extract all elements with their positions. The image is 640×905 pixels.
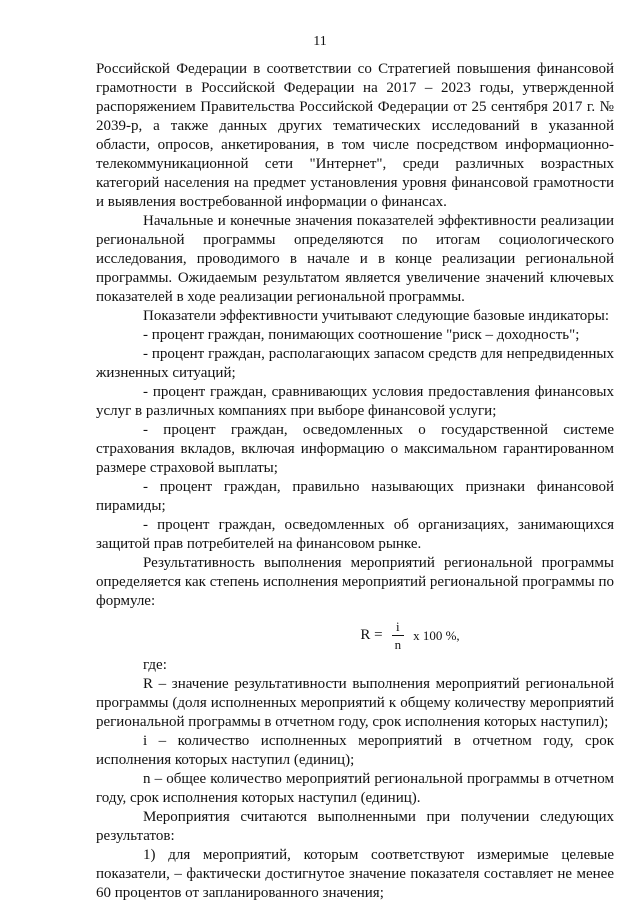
paragraph: Российской Федерации в соответствии со Стратегией повышения финансовой грамотности в Российской Федерации на 2017 – 2023 годы, утвержденной распоряжением Правительства Российской Федерации от 25 сентября 2017 г. № 2039-р, а также данных других тематических исследований в указанной области, опросов, анкетирования, в том числе посредством информационно-телекоммуникационной сети "Интернет", среди различных возрастных категорий населения на предмет установления уровня финансовой грамотности и выявления востребованной информации о финансах. (96, 61, 614, 210)
paragraph: Начальные и конечные значения показателей эффективности реализации региональной программы определяются по итогам социологического исследования, проводимого в начале и в конце реализации региональной программы. Ожидаемым результатом является увеличение значений ключевых показателей в ходе реализации региональной программы. (96, 213, 614, 305)
list-item: - процент граждан, правильно называющих признаки финансовой пирамиды; (96, 479, 614, 514)
paragraph: где: (143, 657, 167, 673)
paragraph: Мероприятия считаются выполненными при получении следующих результатов: (96, 809, 614, 844)
formula-lhs: R = (360, 627, 383, 643)
paragraph: Показатели эффективности учитывают следующие базовые индикаторы: (143, 308, 610, 324)
formula (206, 619, 614, 652)
formula-fraction (391, 619, 406, 652)
document-body (96, 60, 614, 903)
page-number: 11 (313, 34, 327, 49)
formula-multiplier: x 100 %, (413, 628, 460, 643)
formula-denominator: n (394, 637, 402, 652)
list-item: - процент граждан, осведомленных о государственной системе страхования вкладов, включая информацию о максимальном гарантированном размере страховой выплаты; (96, 422, 614, 476)
formula-numerator: i (392, 619, 404, 636)
list-item: 1) для мероприятий, которым соответствуют измеримые целевые показатели, – фактически достигнутое значение показателя составляет не менее 60 процентов от запланированного значения; (96, 847, 614, 901)
definition-n: n – общее количество мероприятий региональной программы в отчетном году, срок исполнения которых наступил (единиц). (96, 771, 614, 806)
definition-r: R – значение результативности выполнения мероприятий региональной программы (доля исполненных мероприятий к общему количеству мероприятий региональной программы в отчетном году, срок исполнения которых наступил); (96, 676, 614, 730)
paragraph: Результативность выполнения мероприятий региональной программы определяется как степень исполнения мероприятий региональной программы по формуле: (96, 555, 614, 609)
list-item: - процент граждан, понимающих соотношение "риск – доходность"; (143, 327, 580, 343)
list-item: - процент граждан, осведомленных об организациях, занимающихся защитой прав потребителей на финансовом рынке. (96, 517, 614, 552)
definition-i: i – количество исполненных мероприятий в отчетном году, срок исполнения которых наступил (единиц); (96, 733, 614, 768)
list-item: - процент граждан, сравнивающих условия предоставления финансовых услуг в различных компаниях при выборе финансовой услуги; (96, 384, 614, 419)
list-item: - процент граждан, располагающих запасом средств для непредвиденных жизненных ситуаций; (96, 346, 614, 381)
